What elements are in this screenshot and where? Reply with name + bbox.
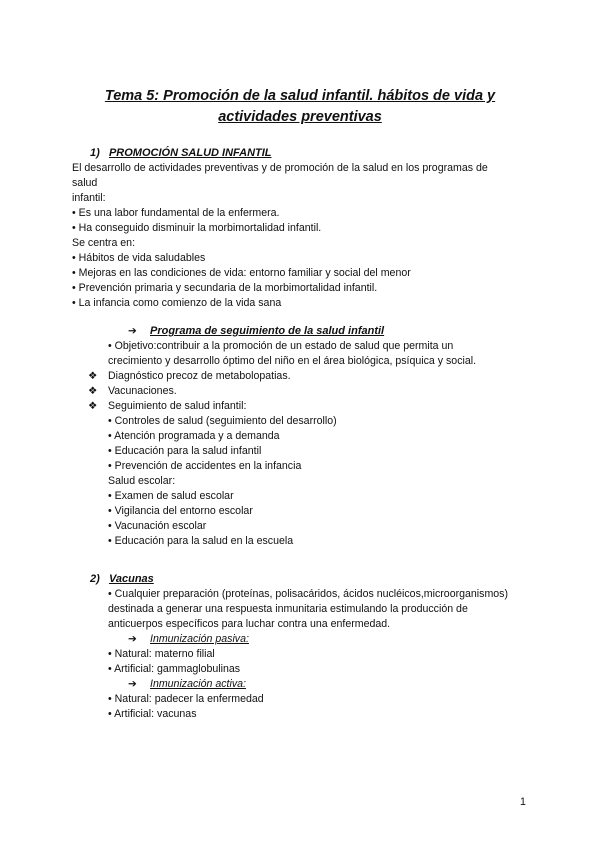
intro-line-3: infantil: — [72, 192, 106, 204]
definition-line-2: destinada a generar una respuesta inmunitaria estimulando la producción de — [108, 603, 468, 615]
list-item: • Prevención de accidentes en la infancia — [108, 460, 302, 472]
definition-line-3: anticuerpos específicos para luchar contra una enfermedad. — [108, 618, 391, 630]
list-item: • Natural: materno filial — [108, 648, 215, 660]
list-item: ❖ Seguimiento de salud infantil: — [88, 400, 247, 412]
list-item: • Educación para la salud en la escuela — [108, 535, 294, 547]
page-number: 1 — [520, 796, 526, 808]
section-2-heading — [90, 572, 154, 587]
objective-line-2: crecimiento y desarrollo óptimo del niño en el área biológica, psíquica y social. — [108, 355, 477, 367]
objective-line-1: • Objetivo:contribuir a la promoción de un estado de salud que permita un — [108, 340, 454, 352]
title-line-1: Tema 5: Promoción de la salud infantil. hábitos de vida y — [104, 88, 496, 104]
list-item: • Educación para la salud infantil — [108, 445, 262, 457]
list-item: • Artificial: gammaglobulinas — [108, 663, 241, 675]
section-2-title: Vacunas — [108, 573, 154, 585]
list-item: • Atención programada y a demanda — [108, 430, 280, 442]
title-line-2: actividades preventivas — [218, 109, 382, 125]
page-title — [60, 86, 540, 128]
intro-line-1: El desarrollo de actividades preventivas y de promoción de la salud en los programas de — [72, 162, 488, 174]
active-heading: ➔ Inmunización activa: — [128, 678, 246, 690]
passive-heading: ➔ Inmunización pasiva: — [128, 633, 249, 645]
list-item: • Es una labor fundamental de la enfermera. — [72, 207, 280, 219]
list-item: ❖ Diagnóstico precoz de metabolopatias. — [88, 370, 291, 382]
arrow-right-icon: ➔ — [128, 325, 137, 337]
section-1-title: PROMOCIÓN SALUD INFANTIL — [108, 147, 272, 159]
list-item: • Artificial: vacunas — [108, 708, 197, 720]
list-item: • Natural: padecer la enfermedad — [108, 693, 264, 705]
list-item: ❖ Vacunaciones. — [88, 385, 177, 397]
list-item: • Ha conseguido disminuir la morbimortalidad infantil. — [72, 222, 322, 234]
arrow-right-icon: ➔ — [128, 678, 137, 690]
list-item: • Examen de salud escolar — [108, 490, 234, 502]
diamond-bullet-icon: ❖ — [88, 370, 98, 382]
definition-line-1: • Cualquier preparación (proteínas, polisacáridos, ácidos nucléicos,microorganismos) — [108, 588, 508, 600]
list-item: • Controles de salud (seguimiento del desarrollo) — [108, 415, 337, 427]
program-title: Programa de seguimiento de la salud infantil — [150, 325, 385, 337]
section-1-number: 1) — [90, 147, 100, 159]
diamond-bullet-icon: ❖ — [88, 385, 98, 397]
list-item: • Hábitos de vida saludables — [72, 252, 206, 264]
diamond-bullet-icon: ❖ — [88, 400, 98, 412]
intro-line-2: salud — [72, 177, 98, 189]
list-item: • Vacunación escolar — [108, 520, 207, 532]
section-2-number: 2) — [90, 573, 100, 585]
centers-label: Se centra en: — [72, 237, 136, 249]
school-label: Salud escolar: — [108, 475, 176, 487]
arrow-right-icon: ➔ — [128, 633, 137, 645]
list-item: • Mejoras en las condiciones de vida: entorno familiar y social del menor — [72, 267, 411, 279]
list-item: • Prevención primaria y secundaria de la morbimortalidad infantil. — [72, 282, 378, 294]
list-item: • Vigilancia del entorno escolar — [108, 505, 253, 517]
program-heading — [128, 324, 384, 339]
section-1-heading — [90, 146, 272, 161]
list-item: • La infancia como comienzo de la vida sana — [72, 297, 282, 309]
